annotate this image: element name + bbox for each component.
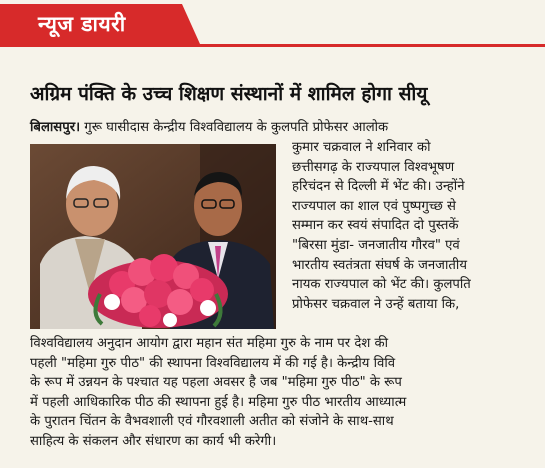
body-line: में पहली आधिकारिक पीठ की स्थापना हुई है। महिमा गुरु पीठ भारतीय आध्यात्म [30,394,407,410]
article-body-bottom [30,334,538,452]
body-line: सम्मान कर स्वयं संपादित दो पुस्तकें [292,218,459,234]
section-label: न्यूज डायरी [38,12,126,36]
body-line: विश्वविद्यालय अनुदान आयोग द्वारा महान संत महिमा गुरु के नाम पर देश की [30,336,389,351]
article-intro [30,118,538,137]
body-line: के पुरातन चिंतन के वैभवशाली एवं गौरवशाली अतीत को संजोने के साथ-साथ [30,414,394,430]
article-photo [30,144,276,329]
article-body-right-column [292,138,538,314]
body-line: "बिरसा मुंडा- जनजातीय गौरव" एवं [292,237,460,253]
header-rule [0,44,545,47]
body-line: कुमार चक्रवाल ने शनिवार को [292,140,431,155]
intro-text: गुरू घासीदास केन्द्रीय विश्वविद्यालय के कुलपति प्रोफेसर आलोक [80,120,389,135]
body-line: प्रोफेसर चक्रवाल ने उन्हें बताया कि, [292,296,460,312]
body-line: पहली "महिमा गुरु पीठ" की स्थापना विश्वविद्यालय में की गई है। केन्द्रीय विवि [30,355,396,371]
body-line: छत्तीसगढ़ के राज्यपाल विश्वभूषण [292,159,455,175]
body-line: नायक राज्यपाल को भेंट की। कुलपति [292,277,471,293]
article-headline: अग्रिम पंक्ति के उच्च शिक्षण संस्थानों में शामिल होगा सीयू [30,83,428,105]
body-line: भारतीय स्वतंत्रता संघर्ष के जनजातीय [292,257,467,273]
photo-illustration [30,144,276,329]
body-line: साहित्य के संकलन और संधारण का कार्य भी करेगी। [30,433,277,449]
body-line: हरिचंदन से दिल्ली में भेंट की। उन्होंने [292,179,465,195]
body-line: राज्यपाल का शाल एवं पुष्पगुच्छ से [292,198,456,214]
dateline: बिलासपुर। [30,120,81,135]
body-line: के रूप में उन्नयन के पश्चात यह पहला अवसर है जब "महिमा गुरु पीठ" के रूप [30,375,402,391]
